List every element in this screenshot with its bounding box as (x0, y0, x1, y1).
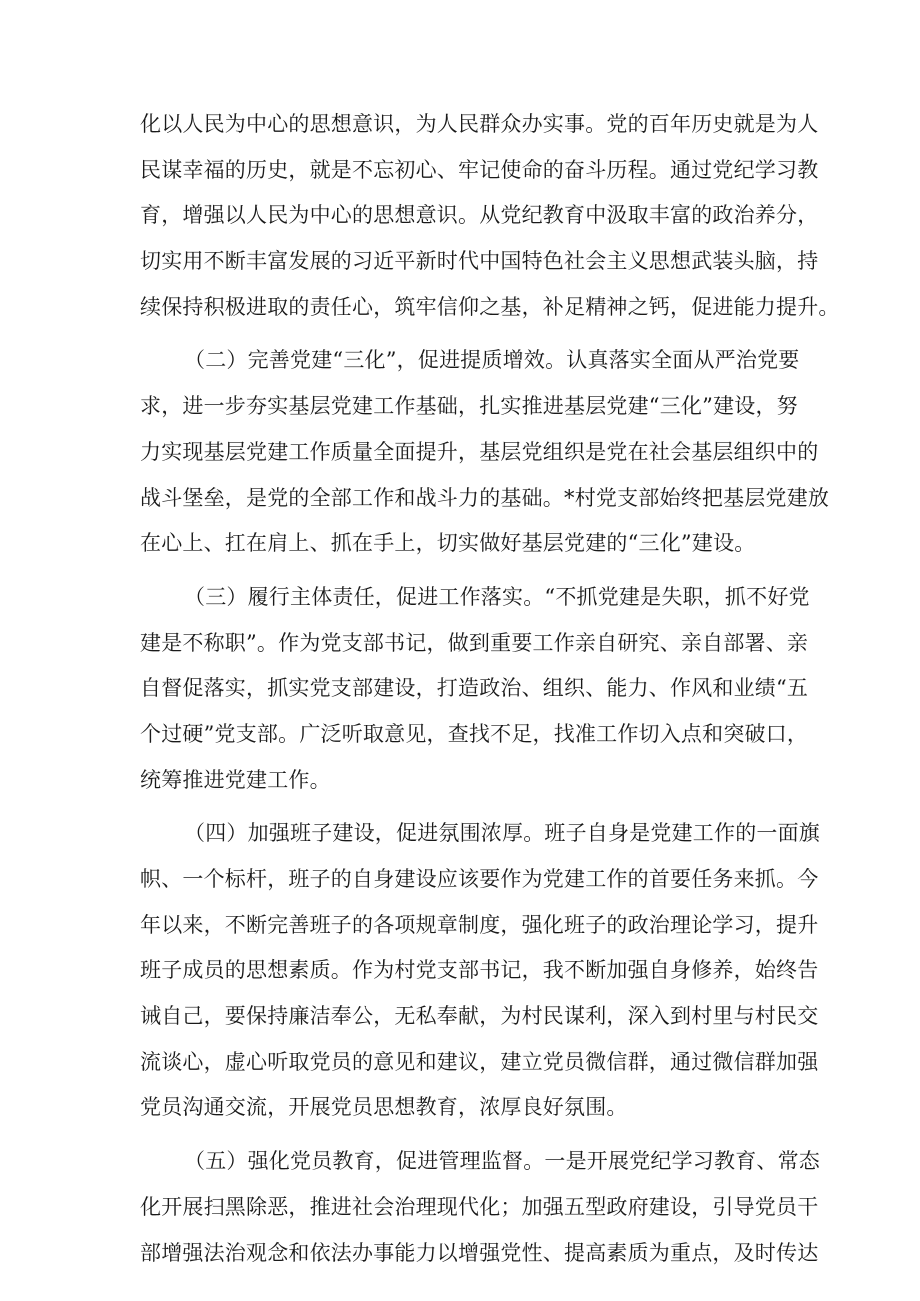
text-line: 力实现基层党建工作质量全面提升，基层党组织是党在社会基层组织中的 (140, 439, 819, 464)
text-line: 求，进一步夯实基层党建工作基础，扎实推进基层党建“三化”建设，努 (140, 394, 798, 419)
document-body (140, 102, 840, 1276)
paragraph (140, 575, 810, 803)
paragraph-spacing (140, 1131, 800, 1139)
text-line: （四）加强班子建设，促进氛围浓厚。班子自身是党建工作的一面旗 (184, 821, 820, 846)
paragraph (140, 1139, 820, 1276)
paragraph-spacing (140, 567, 800, 575)
text-line: 年以来，不断完善班子的各项规章制度，强化班子的政治理论学习，提升 (140, 912, 819, 937)
text-line: （三）履行主体责任，促进工作落实。“不抓党建是失职，抓不好党 (184, 584, 810, 609)
text-line: 建是不称职”。作为党支部书记，做到重要工作亲自研究、亲自部署、亲 (140, 630, 809, 655)
text-line: 诫自己，要保持廉洁奉公，无私奉献，为村民谋利，深入到村里与村民交 (140, 1004, 819, 1029)
paragraph-spacing (140, 803, 800, 811)
text-line: 帜、一个标杆，班子的自身建设应该要作为党建工作的首要任务来抓。今 (140, 867, 819, 891)
text-line: （五）强化党员教育，促进管理监督。一是开展党纪学习教育、常态 (184, 1149, 820, 1174)
text-line: 统筹推进党建工作。 (140, 767, 331, 792)
text-line: 化开展扫黑除恶，推进社会治理现代化；加强五型政府建设，引导党员干 (140, 1194, 819, 1219)
text-line: 党员沟通交流，开展党员思想教育，浓厚良好氛围。 (140, 1095, 628, 1120)
text-line: 育，增强以人民为中心的思想意识。从党纪教育中汲取丰富的政治养分， (140, 203, 819, 228)
text-line: 切实用不断丰富发展的习近平新时代中国特色社会主义思想武装头脑，持 (140, 249, 819, 274)
paragraph-spacing (140, 330, 800, 338)
text-line: 班子成员的思想素质。作为村党支部书记，我不断加强自身修养，始终告 (140, 958, 819, 983)
text-line: 民谋幸福的历史，就是不忘初心、牢记使命的奋斗历程。通过党纪学习教 (140, 157, 819, 182)
paragraph (140, 102, 840, 330)
text-line: 个过硬”党支部。广泛听取意见，查找不足，找准工作切入点和突破口， (140, 721, 809, 746)
text-line: 续保持积极进取的责任心，筑牢信仰之基，补足精神之钙，促进能力提升。 (140, 294, 840, 319)
paragraph (140, 811, 820, 1131)
text-line: （二）完善党建“三化”，促进提质增效。认真落实全面从严治党要 (184, 348, 800, 373)
text-line: 流谈心，虚心听取党员的意见和建议，建立党员微信群，通过微信群加强 (140, 1049, 819, 1074)
text-line: 部增强法治观念和依法办事能力以增强党性、提高素质为重点，及时传达 (140, 1240, 819, 1265)
text-line: 化以人民为中心的思想意识，为人民群众办实事。党的百年历史就是为人 (140, 112, 819, 136)
text-line: 在心上、扛在肩上、抓在手上，切实做好基层党建的“三化”建设。 (140, 531, 756, 556)
text-line: 自督促落实，抓实党支部建设，打造政治、组织、能力、作风和业绩“五 (140, 676, 809, 701)
paragraph (140, 338, 830, 566)
text-line: 战斗堡垒，是党的全部工作和战斗力的基础。*村党支部始终把基层党建放 (140, 485, 830, 510)
